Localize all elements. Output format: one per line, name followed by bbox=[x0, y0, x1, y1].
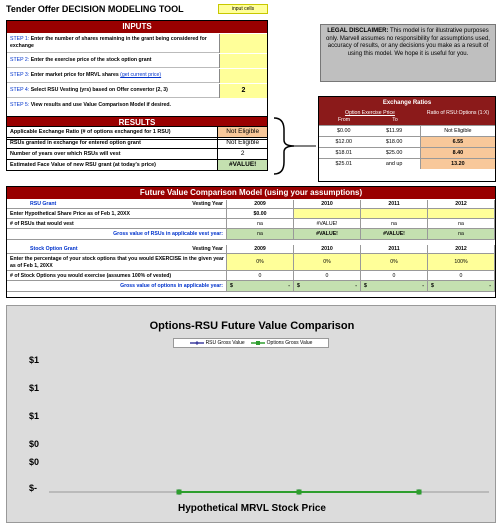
shares-remaining-input[interactable] bbox=[219, 34, 267, 53]
y-tick-label: $0 bbox=[29, 439, 40, 449]
result-row: Applicable Exchange Ratio (# of options exchanged for 1 RSU) Not Eligible bbox=[6, 127, 268, 138]
rsu-legend-swatch bbox=[190, 341, 204, 345]
y-tick-label: $1 bbox=[29, 411, 40, 421]
x-axis-label: Hypothetical MRVL Stock Price bbox=[177, 503, 326, 514]
options-legend-swatch bbox=[251, 341, 265, 345]
result-row: Estimated Face Value of new RSU grant (at today's price) #VALUE! bbox=[6, 160, 268, 171]
exercise-pct-2009-input[interactable]: 0% bbox=[227, 254, 294, 271]
future-value-header: Future Value Comparison Model (using your assumptions) bbox=[7, 187, 495, 199]
table-row: $18.01 $25.00 8.40 bbox=[319, 147, 495, 158]
options-data-point bbox=[417, 490, 422, 495]
share-price-2010-input[interactable] bbox=[294, 209, 361, 219]
table-row: $0.00 $11.99 Not Eligible bbox=[319, 125, 495, 136]
plot-area bbox=[49, 352, 489, 498]
value-comparison-chart bbox=[6, 305, 496, 523]
vesting-years-value: 2 bbox=[217, 149, 267, 159]
share-price-2012-input[interactable] bbox=[428, 209, 495, 219]
options-gross-value-row: Gross value of options in applicable year: $ - $ - $ - $ - bbox=[7, 281, 495, 292]
step-4-row: STEP 4: Select RSU Vesting (yrs) based on Offer convertor (2, 3) 2 bbox=[7, 84, 267, 98]
exercise-pct-2010-input[interactable]: 0% bbox=[294, 254, 361, 271]
y-tick-label: $0 bbox=[29, 457, 40, 467]
chart-title: Options-RSU Future Value Comparison bbox=[149, 320, 355, 332]
options-data-point bbox=[297, 490, 302, 495]
share-price-2011-input[interactable] bbox=[361, 209, 428, 219]
future-value-table bbox=[6, 186, 496, 298]
y-tick-label: $- bbox=[29, 483, 38, 493]
legal-disclaimer: LEGAL DISCLAIMER: This model is for illustrative purposes only. Marvell assumes no responsibility for assumptions used, accuracy of results, or any decisions you make as a result of using this model. We hope it is useful for you. bbox=[320, 24, 496, 82]
results-panel bbox=[6, 116, 268, 178]
exercise-price-input[interactable] bbox=[219, 54, 267, 68]
page-title: Tender Offer DECISION MODELING TOOL bbox=[6, 4, 184, 14]
market-price-input[interactable] bbox=[219, 69, 267, 83]
rsu-gross-value-row: Gross value of RSUs in applicable vest year: na #VALUE! #VALUE! na bbox=[7, 229, 495, 240]
exercise-pct-2011-input[interactable]: 0% bbox=[361, 254, 428, 271]
brace-connector bbox=[272, 116, 316, 176]
exchange-ratio-value: Not Eligible bbox=[217, 127, 267, 137]
options-data-point bbox=[177, 490, 182, 495]
step-3-row: STEP 3: Enter market price for MRVL shares (get current price) bbox=[7, 69, 267, 83]
exercise-pct-2012-input[interactable]: 100% bbox=[428, 254, 495, 271]
rsus-vest-row: # of RSUs that would vest na #VALUE! na na bbox=[7, 219, 495, 229]
options-exercised-row: # of Stock Options you would exercise (assumes 100% of vested) 0 0 0 0 bbox=[7, 271, 495, 281]
step-1-row: STEP 1: Enter the number of shares remaining in the grant being considered for exchange bbox=[7, 34, 267, 53]
results-header: RESULTS bbox=[6, 116, 268, 127]
step-5-row: STEP 5: View results and use Value Comparison Model if desired. bbox=[10, 102, 171, 108]
rsu-vesting-select[interactable]: 2 bbox=[219, 84, 267, 98]
chart-legend: RSU Gross Value Options Gross Value bbox=[173, 338, 329, 348]
result-row: RSUs granted in exchange for entered option grant Not Eligible bbox=[6, 138, 268, 149]
inputs-header: INPUTS bbox=[7, 21, 267, 33]
exchange-ratios-header: Exchange Ratios bbox=[319, 97, 495, 109]
step-2-row: STEP 2: Enter the exercise price of the stock option grant bbox=[7, 54, 267, 68]
rsu-grant-header-row: RSU Grant Vesting Year 2009 2010 2011 2012 bbox=[7, 200, 495, 209]
share-price-row: Enter Hypothetical Share Price as of Feb 1, 20XX $0.00 bbox=[7, 209, 495, 219]
exchange-ratios-table: Exchange Ratios Option Exercise Price From To Ratio of RSU:Options (1:X) $0.00 $11.99 Not Eligible $12.00 $18.00 6.55 $18.01 $25.00 8.40 $25.01 and up 13.20 bbox=[318, 96, 496, 182]
get-current-price-link[interactable]: (get current price) bbox=[120, 72, 162, 78]
y-tick-label: $1 bbox=[29, 355, 40, 365]
rsus-granted-value: Not Eligible bbox=[217, 138, 267, 148]
table-row: $25.01 and up 13.20 bbox=[319, 158, 495, 169]
input-cells-legend: input cells bbox=[218, 4, 268, 14]
face-value-value: #VALUE! bbox=[217, 160, 267, 170]
exercise-percent-row: Enter the percentage of your stock options that you would EXERCISE in the given year as of Feb 1, 20XX 0% 0% 0% 100% bbox=[7, 254, 495, 271]
table-row: $12.00 $18.00 6.55 bbox=[319, 136, 495, 147]
stock-option-header-row: Stock Option Grant Vesting Year 2009 2010 2011 2012 bbox=[7, 245, 495, 254]
result-row: Number of years over which RSUs will vest 2 bbox=[6, 149, 268, 160]
y-tick-label: $1 bbox=[29, 383, 40, 393]
